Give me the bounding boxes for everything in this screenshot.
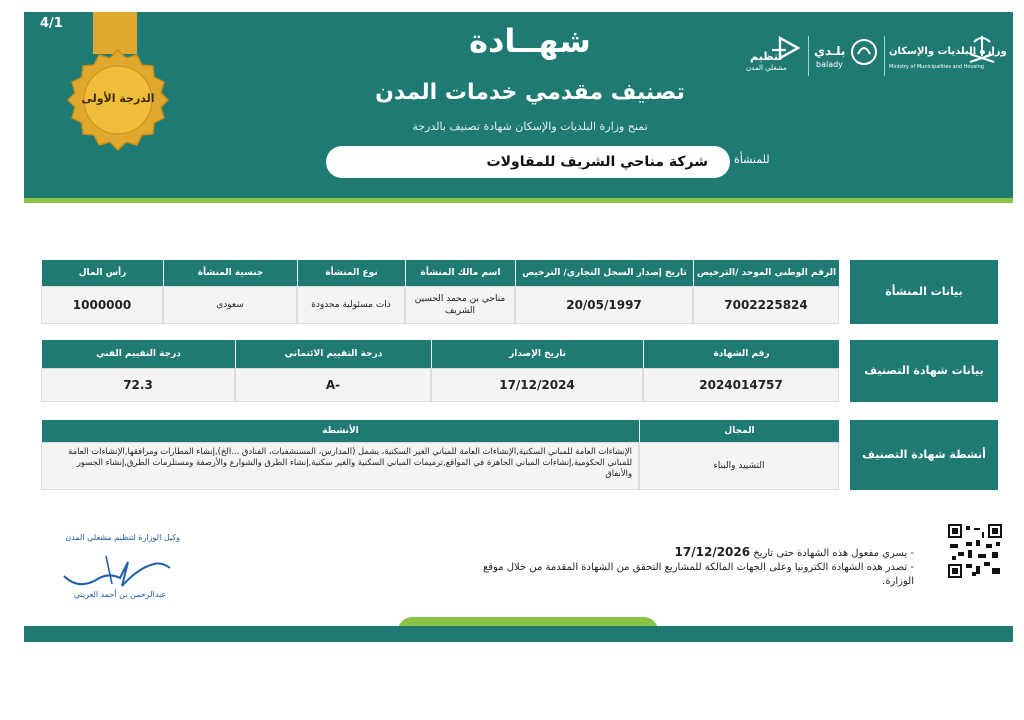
facility-value: 1000000 [41,286,163,324]
facility-header: جنسية المنشأة [163,260,297,286]
owner-label: للمنشأة [734,153,770,166]
activities-section-label: أنشطة شهادة التصنيف [850,420,998,490]
logo-divider-2 [884,36,885,76]
validity-date: 17/12/2026 [674,545,751,559]
certificate-header: تاريخ الإصدار [431,340,643,368]
owner-name: شركة مناحي الشريف للمقاولات [326,146,730,178]
certificate-value: 17/12/2024 [431,368,643,402]
facility-table [41,260,839,324]
ministry-en: Ministry of Municipalities and Housing [889,64,984,70]
certificate-value: 72.3 [41,368,235,402]
facility-header: اسم مالك المنشأة [405,260,515,286]
signature-image [58,550,178,594]
balady-text: بلـدي [814,44,846,58]
activities-header: الأنشطة [41,420,639,442]
ministry-text: وزارة البلديات والإسكان [889,46,1007,57]
activities-header: المجال [639,420,839,442]
certificate-notes [470,545,914,589]
balady-en: balady [816,60,843,69]
seal-label: الدرجة الأولى [81,92,155,105]
tanzeem-text: تنظيم [750,50,783,63]
logo-divider [808,36,809,76]
certificate-description: تمنح وزارة البلديات والإسكان شهادة تصنيف بالدرجة [412,120,648,133]
facility-header: رأس المال [41,260,163,286]
facility-header: الرقم الوطني الموحد /الترخيص [693,260,839,286]
facility-value: مناحي بن محمد الحسين الشريف [405,286,515,324]
certificate-header: رقم الشهادة [643,340,839,368]
facility-value: سعودي [163,286,297,324]
page-number: 4/1 [40,16,63,31]
certificate-table [41,340,839,402]
issuance-note: - تصدر هذه الشهادة الكترونيا وعلى الجهات المالكة للمشاريع التحقق من الشهادة المقدمة من خلال موقع الوزارة. [482,562,914,587]
activities-table [41,420,839,490]
signatory-title: وكيل الوزارة لتنظيم مشغلي المدن [65,533,180,542]
facility-header: تاريخ إصدار السجل التجاري/ الترخيص [515,260,693,286]
balady-logo-icon [850,38,878,66]
certificate-subtitle: تصنيف مقدمي خدمات المدن [375,80,685,105]
certificate-section-label: بيانات شهادة التصنيف [850,340,998,402]
validity-note [470,545,914,561]
facility-header: نوع المنشأة [297,260,405,286]
signatory-name: عبدالرحمن بن أحمد العريني [73,590,167,599]
facility-value: 7002225824 [693,286,839,324]
certificate-value: -A [235,368,431,402]
certificate-header: درجة التقييم الائتماني [235,340,431,368]
certificate-value: 2024014757 [643,368,839,402]
facility-value: 20/05/1997 [515,286,693,324]
ministry-emblem-icon [964,32,1000,72]
tanzeem-sub: مشغلي المدن [746,64,787,72]
activities-field-value: التشييد والبناء [639,442,839,490]
qr-code-icon[interactable] [948,524,1002,578]
logos-group [746,30,1007,86]
certificate-footer [24,626,1013,642]
facility-section-label: بيانات المنشأة [850,260,998,324]
certificate-title: شهــادة [469,22,591,60]
certificate-header: درجة التقييم الفني [41,340,235,368]
facility-value: ذات مسئولية محدودة [297,286,405,324]
activities-list-value: الإنشاءات العامة للمباني السكنية,الإنشاءات العامة للمباني الغير السكنية، يشمل (المدارس، المستشفيات، الفنادق ...الخ),إنشاء المطارات ومرافقها,الإنشاءات العامة للمباني الحكومية,إنشاءات المباني الجاهزة في المواقع,ترميمات المباني السكنية والغير سكنية,إنشاء الطرق والشوارع والأرصفة ومستلزمات الطرق,إنشاء الجسور والأنفاق [41,442,639,490]
validity-prefix: - يسري مفعول هذه الشهادة حتى تاريخ [753,548,914,559]
header-accent-line [24,198,1013,203]
